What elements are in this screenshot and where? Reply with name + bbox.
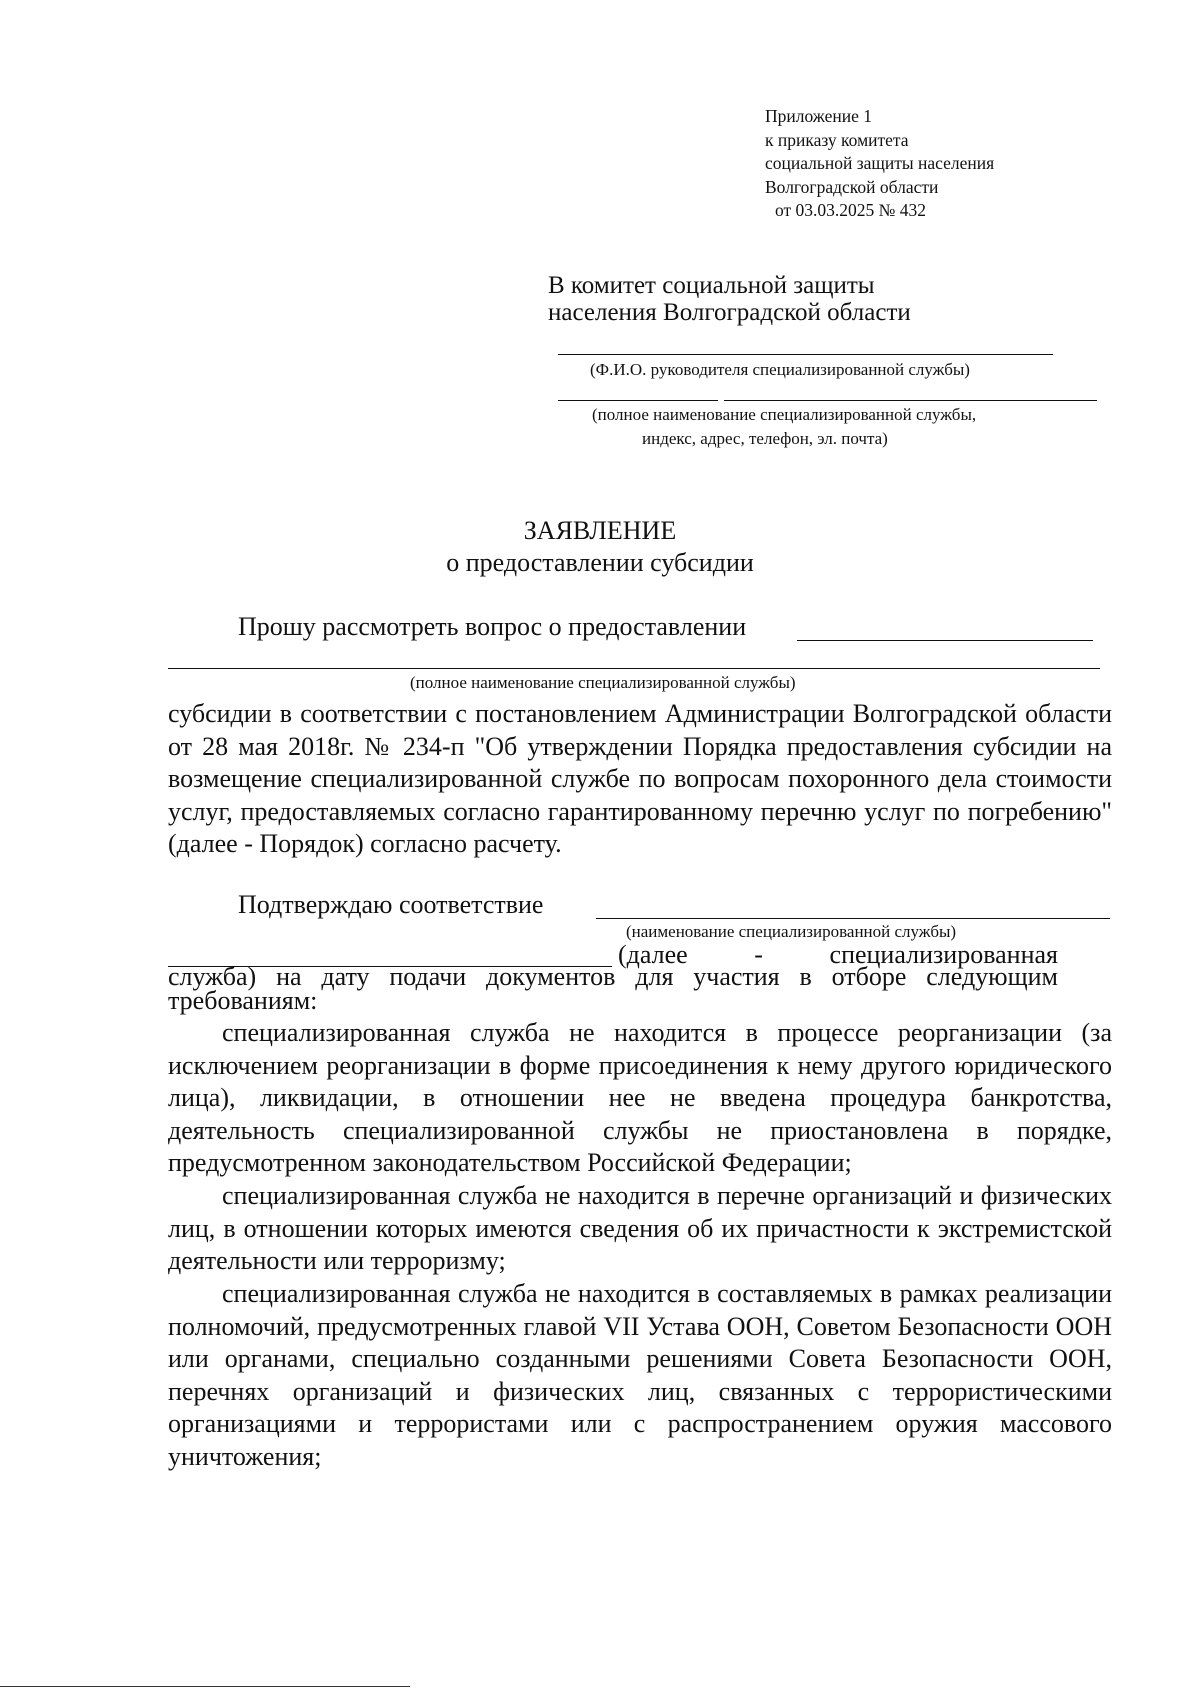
page-footer-line: [0, 1686, 410, 1687]
annex-header: [765, 105, 994, 223]
fio-caption: (Ф.И.О. руководителя специализированной службы): [590, 360, 970, 379]
addressee: [548, 272, 911, 326]
org-caption-1: (полное наименование специализированной службы,: [592, 405, 977, 424]
paragraph-requirements: служба) на дату подачи документов для участия в отборе следующим требованиям:: [168, 962, 1058, 1015]
request-field-line[interactable]: [797, 640, 1093, 641]
requirement-item-1: специализированная служба не находится в процессе реорганизации (за исключением реорганизации в форме присоединения к нему другого юридического лица), ликвидации, в отношении нее не введена процедура банкротства, деятельность специализированной службы не приостановлена в порядке, предусмотренном законодательством Российской Федерации;: [168, 1018, 1112, 1177]
confirm-text: Подтверждаю соответствие: [238, 890, 544, 919]
annex-line-3: социальной защиты населения: [765, 153, 995, 173]
request-text: Прошу рассмотреть вопрос о предоставлении: [238, 612, 747, 641]
annex-line-2: к приказу комитета: [765, 129, 909, 150]
requirement-item-3: специализированная служба не находится в составляемых в рамках реализации полномочий, предусмотренных главой VII Устава ООН, Советом Безопасности ООН или органами, специально созданными решениями Совета Безопасности ООН, перечнях организаций и физических лиц, связанных с террористическими организациями и террористами или с распространением оружия массового уничтожения;: [168, 1279, 1112, 1471]
annex-line-5: от 03.03.2025 № 432: [775, 200, 926, 220]
requirement-item-2: специализированная служба не находится в перечне организаций и физических лиц, в отношении которых имеются сведения об их причастности к экстремистской деятельности или терроризму;: [168, 1181, 1112, 1275]
name-caption: (наименование специализированной службы): [626, 922, 957, 941]
fio-field-line[interactable]: [558, 354, 1053, 355]
annex-line-4: Волгоградской области: [765, 176, 939, 197]
paragraph-subsidy: субсидии в соответствии с постановлением Администрации Волгоградской области от 28 мая 2018г. № 234-п "Об утверждении Порядка предоставления субсидии на возмещение специализированной службе по вопросам похоронного дела стоимости услуг, предоставляемых согласно гарантированному перечню услуг по погребению" (далее - Порядок) согласно расчету.: [168, 699, 1112, 858]
full-name-field-line[interactable]: [168, 668, 1100, 669]
addressee-line-2: населения Волгоградской области: [548, 299, 911, 326]
org-caption-2: индекс, адрес, телефон, эл. почта): [642, 429, 888, 448]
org-field-line-left[interactable]: [558, 400, 718, 401]
confirm-field-line[interactable]: [596, 918, 1110, 919]
annex-line-1: Приложение 1: [765, 106, 873, 126]
org-field-line-right[interactable]: [724, 400, 1097, 401]
addressee-line-1: В комитет социальной защиты: [548, 272, 875, 299]
document-subtitle: о предоставлении субсидии: [446, 548, 754, 577]
full-name-caption: (полное наименование специализированной службы): [410, 673, 796, 692]
dalee-text: (далее - специализированная: [618, 940, 1058, 969]
document-title: ЗАЯВЛЕНИЕ: [523, 516, 677, 545]
